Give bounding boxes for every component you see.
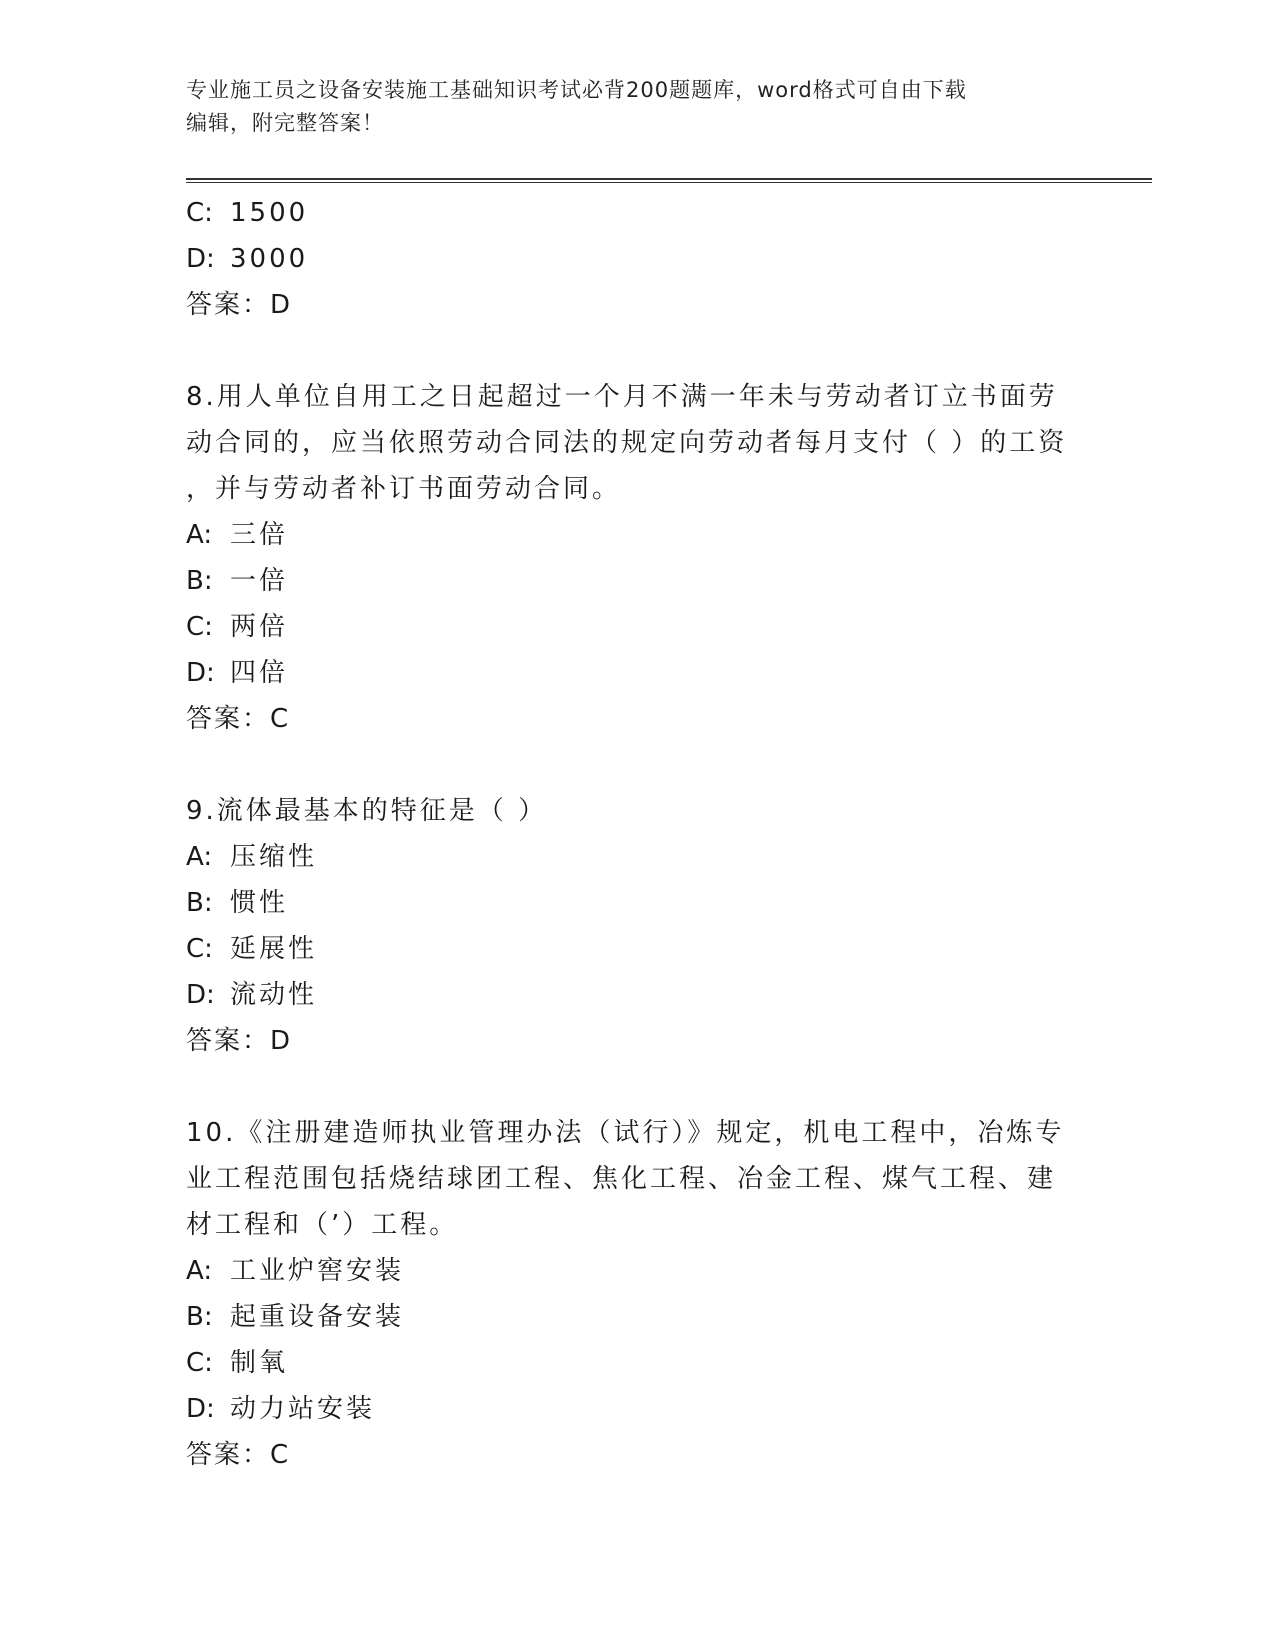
answer: 答案：D bbox=[186, 290, 293, 320]
answer: 答案：C bbox=[186, 1440, 291, 1470]
document-header bbox=[186, 74, 1066, 140]
option-b bbox=[186, 1294, 1086, 1340]
spacer bbox=[186, 328, 1086, 374]
option-text: 压缩性 bbox=[230, 842, 318, 872]
question-text-line: ，并与劳动者补订书面劳动合同。 bbox=[186, 474, 622, 504]
option-text: 制氧 bbox=[230, 1348, 289, 1378]
question-text-line: 材工程和（’）工程。 bbox=[186, 1210, 459, 1240]
option-text: 两倍 bbox=[230, 612, 289, 642]
option-d bbox=[186, 972, 1086, 1018]
option-text: 工业炉窖安装 bbox=[230, 1256, 405, 1286]
option-c bbox=[186, 190, 1086, 236]
option-text: 起重设备安装 bbox=[230, 1302, 405, 1332]
option-label: C: bbox=[186, 198, 213, 228]
option-c bbox=[186, 1340, 1086, 1386]
option-text: 延展性 bbox=[230, 934, 318, 964]
question-8 bbox=[186, 374, 1086, 742]
spacer bbox=[186, 742, 1086, 788]
header-divider bbox=[186, 178, 1152, 183]
option-c bbox=[186, 604, 1086, 650]
option-label: D: bbox=[186, 1394, 215, 1424]
option-a bbox=[186, 512, 1086, 558]
option-label: D: bbox=[186, 658, 215, 688]
question-list bbox=[186, 190, 1086, 1478]
option-label: A: bbox=[186, 1256, 213, 1286]
option-text: 惯性 bbox=[230, 888, 289, 918]
option-text: 流动性 bbox=[230, 980, 318, 1010]
option-label: A: bbox=[186, 520, 213, 550]
option-c bbox=[186, 926, 1086, 972]
option-text: 动力站安装 bbox=[230, 1394, 376, 1424]
option-b bbox=[186, 880, 1086, 926]
option-label: B: bbox=[186, 888, 213, 918]
question-text-line: 10.《注册建造师执业管理办法（试行）》规定，机电工程中，冶炼专 bbox=[186, 1118, 1065, 1148]
option-a bbox=[186, 834, 1086, 880]
option-a bbox=[186, 1248, 1086, 1294]
option-d bbox=[186, 236, 1086, 282]
option-label: A: bbox=[186, 842, 213, 872]
question-text-line: 动合同的，应当依照劳动合同法的规定向劳动者每月支付（ ）的工资 bbox=[186, 428, 1068, 458]
question-text-line: 9.流体最基本的特征是（ ） bbox=[186, 796, 548, 826]
question-10 bbox=[186, 1110, 1086, 1478]
option-d bbox=[186, 650, 1086, 696]
option-label: C: bbox=[186, 612, 213, 642]
answer: 答案：C bbox=[186, 704, 291, 734]
option-text: 四倍 bbox=[230, 658, 289, 688]
option-b bbox=[186, 558, 1086, 604]
option-label: B: bbox=[186, 1302, 213, 1332]
question-text-line: 业工程范围包括烧结球团工程、焦化工程、冶金工程、煤气工程、建 bbox=[186, 1164, 1057, 1194]
option-label: D: bbox=[186, 244, 215, 274]
option-label: C: bbox=[186, 934, 213, 964]
option-label: D: bbox=[186, 980, 215, 1010]
option-text: 1500 bbox=[230, 198, 309, 228]
option-d bbox=[186, 1386, 1086, 1432]
question-text-line: 8.用人单位自用工之日起超过一个月不满一年未与劳动者订立书面劳 bbox=[186, 382, 1058, 412]
option-label: B: bbox=[186, 566, 213, 596]
spacer bbox=[186, 1064, 1086, 1110]
answer: 答案：D bbox=[186, 1026, 293, 1056]
option-text: 一倍 bbox=[230, 566, 289, 596]
question-9 bbox=[186, 788, 1086, 1064]
option-text: 3000 bbox=[230, 244, 309, 274]
header-line-1: 专业施工员之设备安装施工基础知识考试必背200题题库，word格式可自由下载 bbox=[186, 78, 967, 102]
option-label: C: bbox=[186, 1348, 213, 1378]
option-text: 三倍 bbox=[230, 520, 289, 550]
question-7 bbox=[186, 190, 1086, 328]
header-line-2: 编辑，附完整答案！ bbox=[186, 111, 384, 135]
